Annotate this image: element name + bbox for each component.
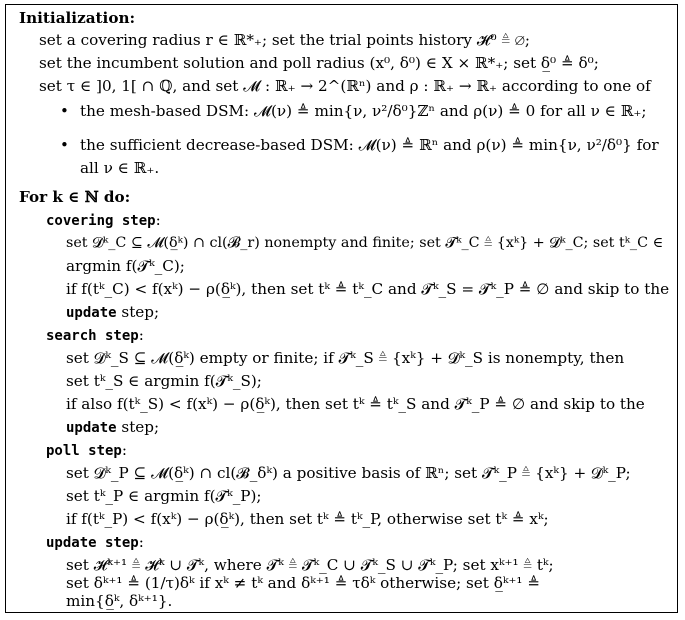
poll-line-1: set 𝓓ᵏ_P ⊆ 𝓜(δ̲ᵏ) ∩ cl(𝓑_δᵏ) a positive basis of ℝⁿ; set 𝓣ᵏ_P ≜ {xᵏ} + 𝓓ᵏ_P; [66, 464, 631, 482]
update-line-3: min{δ̲ᵏ, δᵏ⁺¹}. [66, 592, 173, 610]
poll-line-3: if f(tᵏ_P) < f(xᵏ) − ρ(δ̲ᵏ), then set tᵏ ≜ tᵏ_P, otherwise set tᵏ ≜ xᵏ; [66, 510, 549, 528]
search-line-3: if also f(tᵏ_S) < f(xᵏ) − ρ(δ̲ᵏ), then set tᵏ ≜ tᵏ_S and 𝓣ᵏ_P ≜ ∅ and skip to the [66, 395, 645, 413]
loop-heading: For k ∈ ℕ do: [19, 188, 131, 206]
poll-title: poll step: [46, 441, 127, 459]
init-line-1: set a covering radius r ∈ ℝ*₊; set the trial points history 𝓗⁰ ≜ ∅; [39, 31, 531, 49]
covering-line-2: argmin f(𝓣ᵏ_C); [66, 257, 185, 275]
search-line-4 [66, 417, 159, 438]
update-title: update step: [46, 533, 144, 551]
update-keyword: update [66, 420, 117, 436]
covering-line-4-rest: step; [116, 303, 160, 321]
covering-line-1: set 𝓓ᵏ_C ⊆ 𝓜(δ̲ᵏ) ∩ cl(𝓑_r) nonempty and finite; set 𝓣ᵏ_C ≜ {xᵏ} + 𝓓ᵏ_C; set tᵏ_C ∈ [66, 235, 664, 251]
init-heading-text: Initialization [19, 9, 130, 27]
init-bullet-1: the mesh-based DSM: 𝓜(ν) ≜ min{ν, ν²/δ⁰}ℤⁿ and ρ(ν) ≜ 0 for all ν ∈ ℝ₊; [80, 102, 647, 120]
search-title: search step: [46, 326, 144, 344]
bullet-icon: • [60, 136, 69, 154]
search-line-1: set 𝓓ᵏ_S ⊆ 𝓜(δ̲ᵏ) empty or finite; if 𝓣ᵏ_S ≜ {xᵏ} + 𝓓ᵏ_S is nonempty, then [66, 349, 625, 367]
update-title-text: update step [46, 535, 139, 551]
algorithm-box [5, 4, 678, 613]
poll-title-text: poll step [46, 443, 122, 459]
init-bullet-2b: all ν ∈ ℝ₊. [80, 159, 160, 177]
init-line-2: set the incumbent solution and poll radius (x⁰, δ⁰) ∈ X × ℝ*₊; set δ̲⁰ ≜ δ⁰; [39, 54, 599, 72]
covering-line-3: if f(tᵏ_C) < f(xᵏ) − ρ(δ̲ᵏ), then set tᵏ ≜ tᵏ_C and 𝓣ᵏ_S = 𝓣ᵏ_P ≜ ∅ and skip to the [66, 280, 670, 298]
covering-title-text: covering step [46, 213, 156, 229]
bullet-icon: • [60, 102, 69, 120]
covering-line-4 [66, 302, 159, 323]
update-line-1: set 𝓗ᵏ⁺¹ ≜ 𝓗ᵏ ∪ 𝓣ᵏ, where 𝓣ᵏ ≜ 𝓣ᵏ_C ∪ 𝓣ᵏ_S ∪ 𝓣ᵏ_P; set xᵏ⁺¹ ≜ tᵏ; [66, 556, 554, 574]
covering-title: covering step: [46, 211, 161, 229]
update-line-2: set δᵏ⁺¹ ≜ (1/τ)δᵏ if xᵏ ≠ tᵏ and δᵏ⁺¹ ≜ τδᵏ otherwise; set δ̲ᵏ⁺¹ ≜ [66, 574, 541, 592]
init-line-3: set τ ∈ ]0, 1[ ∩ ℚ, and set 𝓜 : ℝ₊ → 2^(ℝⁿ) and ρ : ℝ₊ → ℝ₊ according to one of [39, 77, 651, 95]
loop-heading-text: For k ∈ ℕ do [19, 188, 125, 206]
init-heading: Initialization: [19, 9, 136, 27]
poll-line-2: set tᵏ_P ∈ argmin f(𝓣ᵏ_P); [66, 487, 262, 505]
init-bullet-2a: the sufficient decrease-based DSM: 𝓜(ν) ≜ ℝⁿ and ρ(ν) ≜ min{ν, ν²/δ⁰} for [80, 136, 659, 154]
search-line-2: set tᵏ_S ∈ argmin f(𝓣ᵏ_S); [66, 372, 262, 390]
search-line-4-rest: step; [116, 418, 160, 436]
update-keyword: update [66, 305, 117, 321]
search-title-text: search step [46, 328, 139, 344]
